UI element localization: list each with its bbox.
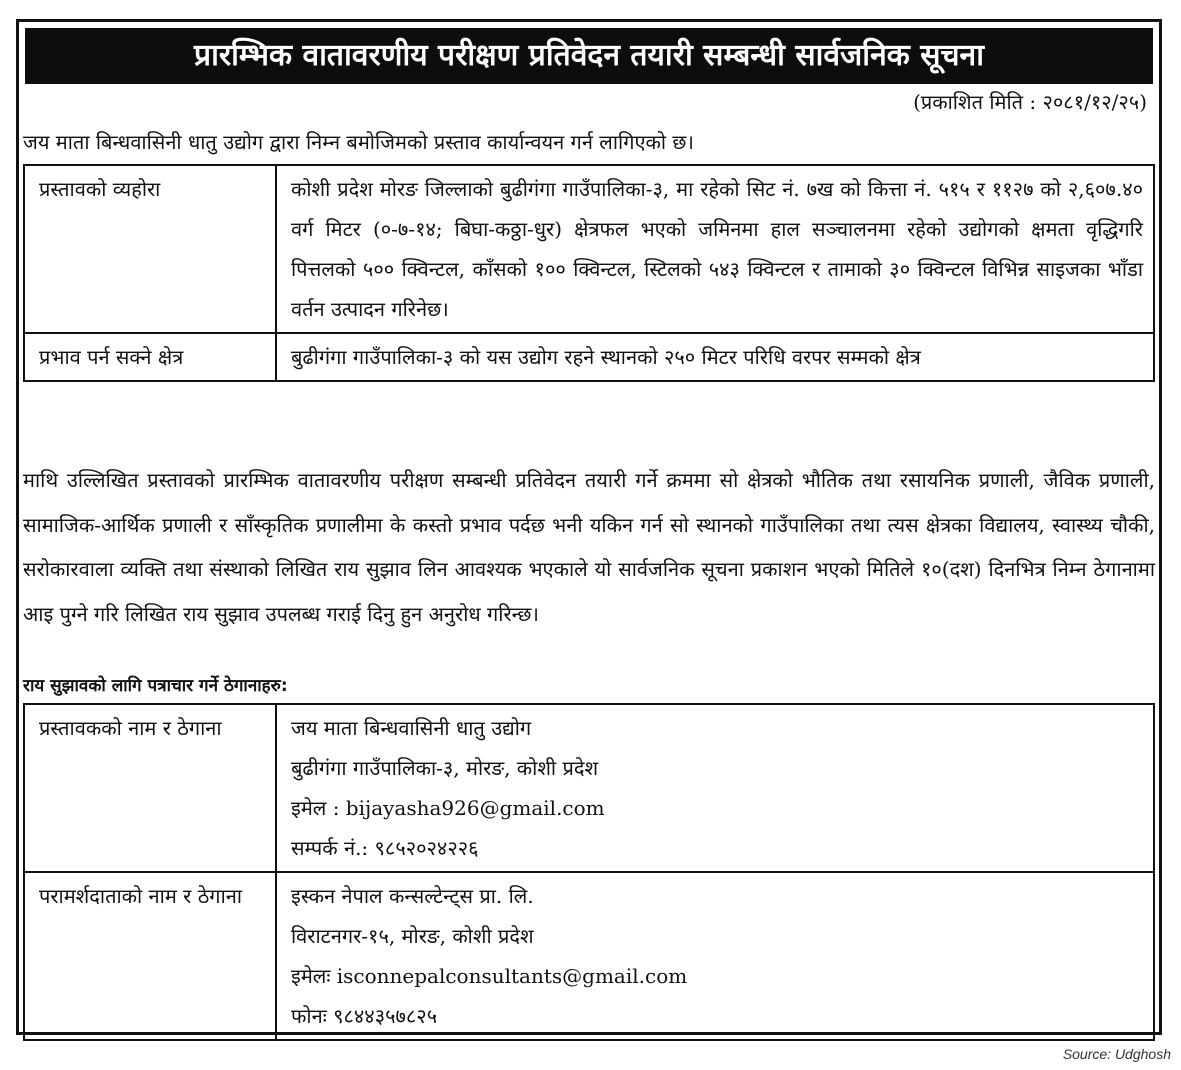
intro-text: जय माता बिन्धवासिनी धातु उद्योग द्वारा निम्न बमोजिमको प्रस्ताव कार्यान्वयन गर्न लागिएको छ।	[23, 130, 695, 154]
table-row	[24, 333, 1154, 381]
consultant-address: विराटनगर-१५, मोरङ, कोशी प्रदेश	[291, 924, 534, 948]
consultant-label: परामर्शदाताको नाम र ठेगाना	[24, 872, 276, 1040]
published-date: (प्रकाशित मिति : २०८१/१२/२५)	[913, 90, 1147, 114]
proponent-email: इमेल : bijayasha926@gmail.com	[291, 796, 605, 820]
proponent-phone: सम्पर्क नं.: ९८५२०२४२२६	[291, 836, 479, 860]
proponent-address: बुढीगंगा गाउँपालिका-३, मोरङ, कोशी प्रदेश	[291, 756, 599, 780]
table-row	[24, 872, 1154, 1040]
contact-heading: राय सुझावको लागि पत्राचार गर्ने ठेगानाहरु:	[23, 676, 288, 696]
notice-title: प्रारम्भिक वातावरणीय परीक्षण प्रतिवेदन तयारी सम्बन्धी सार्वजनिक सूचना	[25, 28, 1153, 84]
consultant-phone: फोनः ९८४४३५७८२५	[291, 1004, 438, 1028]
consultant-name: इस्कन नेपाल कन्सल्टेन्ट्स प्रा. लि.	[291, 884, 534, 908]
impact-area-label: प्रभाव पर्न सक्ने क्षेत्र	[24, 333, 276, 381]
consultant-email: इमेलः isconnepalconsultants@gmail.com	[291, 964, 688, 988]
table-row	[24, 165, 1154, 333]
proposal-table	[23, 164, 1155, 382]
source-credit: Source: Udghosh	[1062, 1046, 1171, 1062]
proponent-name: जय माता बिन्धवासिनी धातु उद्योग	[291, 716, 532, 740]
table-row	[24, 704, 1154, 872]
proposal-description-label: प्रस्तावको व्यहोरा	[24, 165, 276, 333]
public-notice	[16, 19, 1162, 1035]
proposal-description-value: कोशी प्रदेश मोरङ जिल्लाको बुढीगंगा गाउँपालिका-३, मा रहेको सिट नं. ७ख को कित्ता नं. ५१५ र ११२७ को २,६०७.४० वर्ग मिटर (०-७-१४; बिघा-कठ्ठा-धुर) क्षेत्रफल भएको जमिनमा हाल सञ्चालनमा रहेको उद्योगको क्षमता वृद्धिगरि पित्तलको ५०० क्विन्टल, काँसको १०० क्विन्टल, स्टिलको ५४३ क्विन्टल र तामाको ३० क्विन्टल विभिन्न साइजका भाँडा वर्तन उत्पादन गरिनेछ।	[276, 165, 1154, 333]
impact-area-value: बुढीगंगा गाउँपालिका-३ को यस उद्योग रहने स्थानको २५० मिटर परिधि वरपर सम्मको क्षेत्र	[276, 333, 1154, 381]
consultant-details	[276, 872, 1154, 1040]
proponent-label: प्रस्तावकको नाम र ठेगाना	[24, 704, 276, 872]
contacts-table	[23, 703, 1155, 1041]
proponent-details	[276, 704, 1154, 872]
notice-body: माथि उल्लिखित प्रस्तावको प्रारम्भिक वातावरणीय परीक्षण सम्बन्धी प्रतिवेदन तयारी गर्ने क्रममा सो क्षेत्रको भौतिक तथा रसायनिक प्रणाली, जैविक प्रणाली, सामाजिक-आर्थिक प्रणाली र साँस्कृतिक प्रणालीमा के कस्तो प्रभाव पर्दछ भनी यकिन गर्न सो स्थानको गाउँपालिका तथा त्यस क्षेत्रका विद्यालय, स्वास्थ्य चौकी, सरोकारवाला व्यक्ति तथा संस्थाको लिखित राय सुझाव लिन आवश्यक भएकाले यो सार्वजनिक सूचना प्रकाशन भएको मितिले १०(दश) दिनभित्र निम्न ठेगानामा आइ पुग्ने गरि लिखित राय सुझाव उपलब्ध गराई दिनु हुन अनुरोध गरिन्छ।	[23, 468, 1155, 626]
